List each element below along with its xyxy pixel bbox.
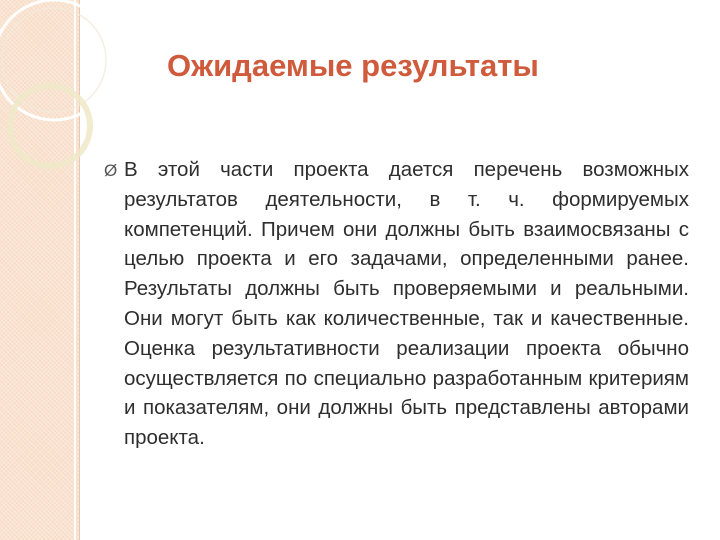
inner-ring xyxy=(2,8,106,112)
small-ring xyxy=(10,86,90,166)
bullet-paragraph: В этой части проекта дается перечень возможных результатов деятельности, в т. ч. формируемых компетенций. Причем они должны быть взаимосвязаны с целью проекта и его задачами, определенными ранее. Результаты должны быть проверяемыми и реальными. Они могут быть как количественные, так и качественные. Оценка результативности реализации проекта обычно осуществляется по специально разработанным критериям и показателям, они должны быть представлены авторами проекта. xyxy=(124,158,689,450)
arrow-bullet-icon: Ø xyxy=(104,161,118,180)
slide-title: Ожидаемые результаты xyxy=(167,48,539,83)
